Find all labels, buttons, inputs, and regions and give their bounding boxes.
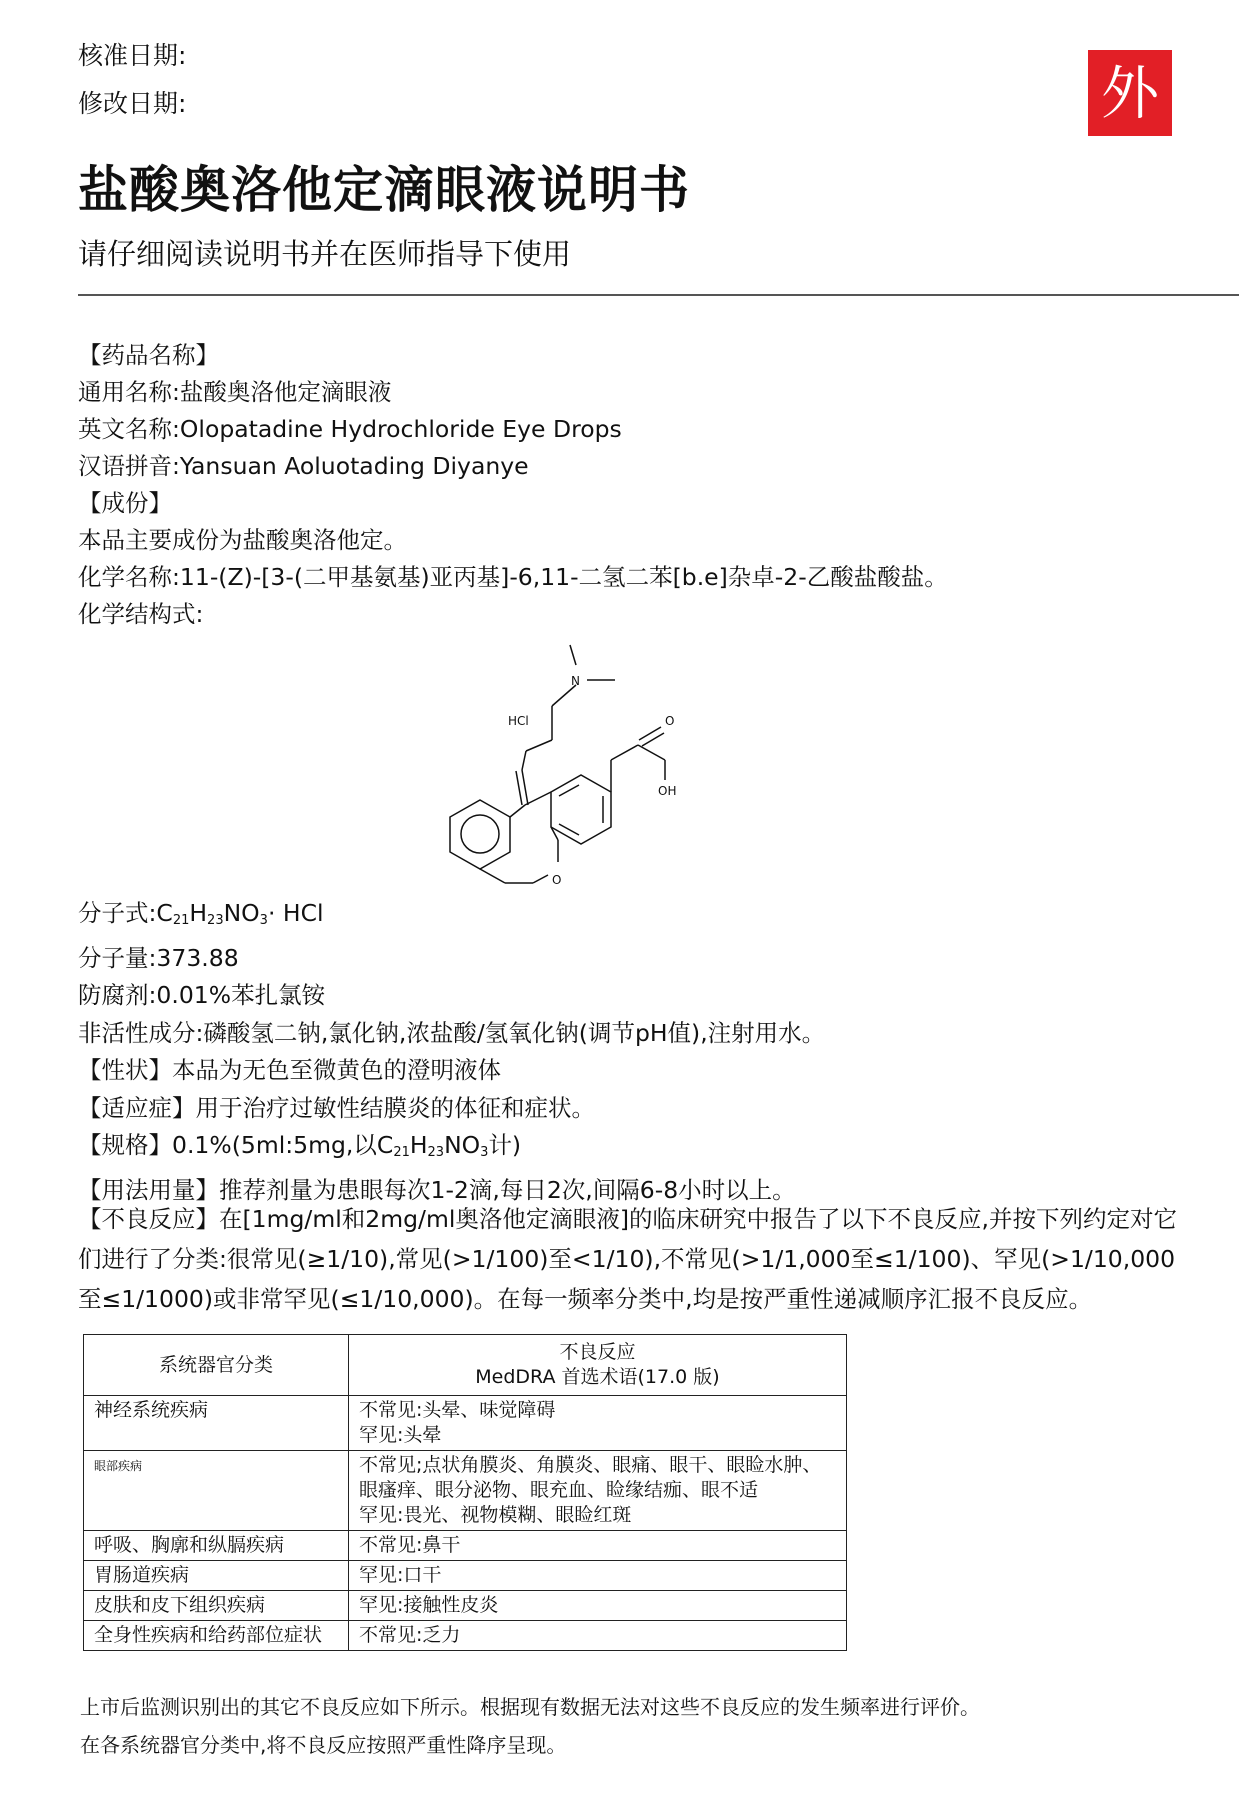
structure-label: 化学结构式:: [78, 600, 204, 628]
row-reactions: 不常见;点状角膜炎、角膜炎、眼痛、眼干、眼睑水肿、 眼瘙痒、眼分泌物、眼充血、睑缘结痂、眼不适 罕见:畏光、视物模糊、眼睑红斑: [349, 1451, 847, 1531]
row-reactions: 罕见:接触性皮炎: [349, 1591, 847, 1621]
lower-body: [78, 895, 1188, 1209]
chemical-structure: [425, 640, 725, 890]
row-reactions: 不常见:乏力: [349, 1621, 847, 1651]
row-system: 神经系统疾病: [84, 1396, 349, 1451]
row-system: 呼吸、胸廓和纵膈疾病: [84, 1531, 349, 1561]
approval-date-label: 核准日期:: [78, 41, 187, 70]
adverse-line-1: 【不良反应】在[1mg/ml和2mg/ml奥洛他定滴眼液]的临床研究中报告了以下不良反应,并按下列约定对它: [78, 1205, 1178, 1233]
adverse-line-3: 至≤1/1000)或非常罕见(≤1/10,000)。在每一频率分类中,均是按严重性递减顺序汇报不良反应。: [78, 1285, 1093, 1313]
atom-oh: OH: [658, 784, 677, 798]
adverse-line-2: 们进行了分类:很常见(≥1/10),常见(>1/100)至<1/10),不常见(>1/1,000至≤1/100)、罕见(>1/10,000: [78, 1245, 1176, 1273]
upper-body: [78, 337, 1188, 633]
composition-main: 本品主要成份为盐酸奥洛他定。: [78, 526, 407, 554]
adverse-reactions: [78, 1199, 1188, 1319]
inactive-ingredients: 非活性成分:磷酸氢二钠,氯化钠,浓盐酸/氢氧化钠(调节pH值),注射用水。: [78, 1018, 826, 1047]
header-divider: [78, 294, 1239, 296]
footer-line-2: 在各系统器官分类中,将不良反应按照严重性降序呈现。: [80, 1733, 567, 1757]
generic-name: 通用名称:盐酸奥洛他定滴眼液: [78, 378, 392, 406]
row-reactions: 罕见:口干: [349, 1561, 847, 1591]
row-system: 胃肠道疾病: [84, 1561, 349, 1591]
table-row: [84, 1531, 847, 1561]
atom-n: N: [571, 674, 580, 688]
atom-hcl: HCl: [508, 714, 529, 728]
table-row: [84, 1591, 847, 1621]
table-row: [84, 1561, 847, 1591]
table-row: [84, 1396, 847, 1451]
drug-name-heading: 【药品名称】: [78, 341, 219, 369]
composition-heading: 【成份】: [78, 489, 172, 517]
document-subtitle: 请仔细阅读说明书并在医师指导下使用: [78, 237, 572, 271]
chemical-name: 化学名称:11-(Z)-[3-(二甲基氨基)亚丙基]-6,11-二氢二苯[b.e]杂卓-2-乙酸盐酸盐。: [78, 563, 948, 591]
english-name: 英文名称:Olopatadine Hydrochloride Eye Drops: [78, 415, 622, 443]
row-system: 皮肤和皮下组织疾病: [84, 1591, 349, 1621]
header-reaction: 不良反应 MedDRA 首选术语(17.0 版): [349, 1335, 847, 1396]
footer-notes: [80, 1688, 980, 1764]
table-header-row: [84, 1335, 847, 1396]
dosage: 【用法用量】推荐剂量为患眼每次1-2滴,每日2次,间隔6-8小时以上。: [78, 1175, 796, 1204]
row-system: 眼部疾病: [84, 1451, 349, 1531]
pinyin-name: 汉语拼音:Yansuan Aoluotading Diyanye: [78, 452, 529, 480]
document-title: 盐酸奥洛他定滴眼液说明书: [78, 161, 690, 219]
row-reactions: 不常见:鼻干: [349, 1531, 847, 1561]
appearance: 【性状】本品为无色至微黄色的澄明液体: [78, 1056, 501, 1084]
header-system: 系统器官分类: [84, 1335, 349, 1396]
molecular-formula: 分子式$:C_{21}H_{23}NO_3\cdot$ HCl: [78, 899, 324, 928]
external-use-badge: 外: [1088, 50, 1172, 136]
row-reactions: 不常见:头晕、味觉障碍 罕见:头晕: [349, 1396, 847, 1451]
adverse-reaction-table: [83, 1334, 847, 1651]
preservative: 防腐剂:0.01%苯扎氯铵: [78, 981, 326, 1009]
row-system: 全身性疾病和给药部位症状: [84, 1621, 349, 1651]
indication: 【适应症】用于治疗过敏性结膜炎的体征和症状。: [78, 1093, 595, 1122]
table-row: [84, 1621, 847, 1651]
molecular-weight: 分子量:373.88: [78, 943, 239, 972]
atom-o-carbonyl: O: [665, 714, 675, 728]
footer-line-1: 上市后监测识别出的其它不良反应如下所示。根据现有数据无法对这些不良反应的发生频率进行评价。: [80, 1695, 980, 1719]
specification: 【规格】0.1%(5ml:5mg,以$C_{21}H_{23}NO_3$计): [78, 1131, 522, 1160]
revision-date-label: 修改日期:: [78, 89, 187, 118]
atom-o-ring: O: [552, 873, 562, 887]
table-row: [84, 1451, 847, 1531]
